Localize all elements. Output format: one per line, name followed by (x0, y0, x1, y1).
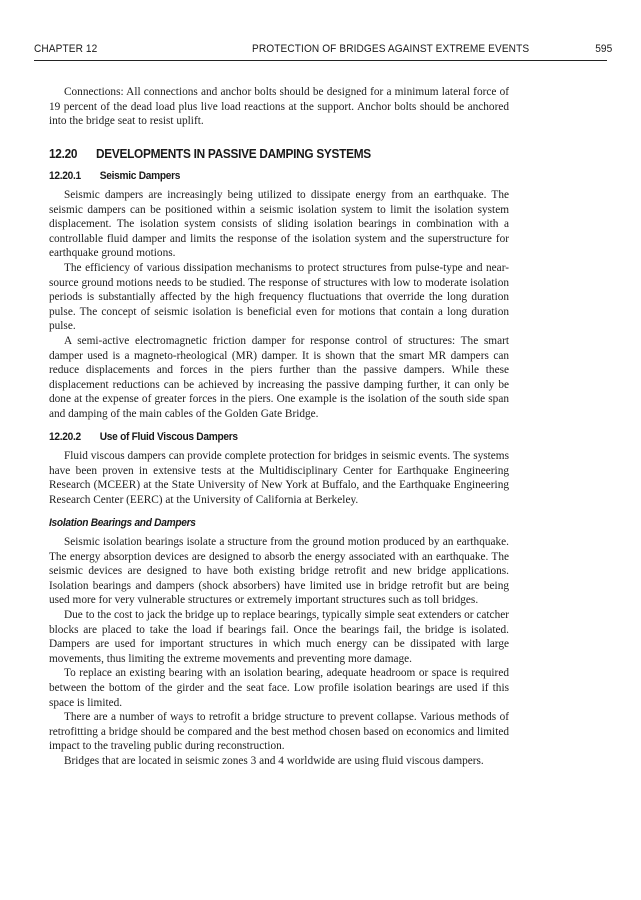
intro-paragraph: Connections: All connections and anchor bolts should be designed for a minimum lateral force of 19 percent of the dead load plus live load reactions at the support. Anchor bolts should be anchored into the bridge seat to resist uplift. (49, 86, 509, 128)
subsection-number: 12.20.2 (49, 431, 81, 444)
paragraph: Fluid viscous dampers can provide complete protection for bridges in seismic events. The systems have been proven in extensive tests at the Multidisciplinary Center for Earthquake Engineering Research (MCEER) at the State University of New York at Buffalo, and the Earthquake Engineering Research Center (EERC) at the University of California at Berkeley. (49, 450, 509, 506)
chapter-label: CHAPTER 12 (34, 43, 98, 55)
paragraph: Bridges that are located in seismic zones 3 and 4 worldwide are using fluid viscous dampers. (64, 754, 484, 767)
subsection-number: 12.20.1 (49, 170, 81, 183)
section-number: 12.20 (49, 146, 78, 161)
page-body (49, 85, 509, 769)
paragraph: Seismic dampers are increasingly being utilized to dissipate energy from an earthquake. The seismic dampers can be positioned within a seismic isolation system to limit the isolation system displacement. The isolation system consists of sliding isolation bearings in combination with a controllable fluid damper and limits the response of the isolation system and the superstructure for earthquake ground motions. (49, 188, 509, 260)
paragraph: There are a number of ways to retrofit a bridge structure to prevent collapse. Various methods of retrofitting a bridge should be compared and the best method chosen based on economics and limited impact to the traveling public during reconstruction. (49, 711, 509, 753)
running-header (34, 43, 613, 55)
paragraph: Due to the cost to jack the bridge up to replace bearings, typically simple seat extenders or catcher blocks are placed to take the load if bearings fail. Once the bearings fail, the bridge is isolated. Dampers are used for important structures in which much energy can be dissipated with large movements, thus limiting the extreme movements and preventing more damage. (49, 609, 509, 665)
paragraph: The efficiency of various dissipation mechanisms to protect structures from pulse-type and near-source ground motions needs to be studied. The response of structures with low to moderate isolation periods is substantially affected by the high frequency fluctuations that override the long duration pulse. The concept of seismic isolation is beneficial even for motions that contain a long duration pulse. (49, 261, 509, 333)
section-title: DEVELOPMENTS IN PASSIVE DAMPING SYSTEMS (96, 146, 371, 161)
subsubsection-heading: Isolation Bearings and Dampers (49, 517, 196, 530)
paragraph: To replace an existing bearing with an isolation bearing, adequate headroom or space is required between the bottom of the girder and the seat face. Low profile isolation bearings are used if this space is limited. (49, 667, 509, 709)
subsection-heading-1 (49, 169, 481, 184)
page-number: 595 (595, 43, 613, 55)
header-rule (34, 60, 607, 61)
paragraph: Seismic isolation bearings isolate a structure from the ground motion produced by an earthquake. The energy absorption devices are designed to absorb the energy associated with an earthquake. The seismic devices are designed to have both existing bridge retrofit and new bridge applications. Isolation bearings and dampers (shock absorbers) have limited use in bridge retrofit but are being used more for very vulnerable structures or extremely important structures such as toll bridges. (49, 536, 509, 607)
running-title: PROTECTION OF BRIDGES AGAINST EXTREME EVENTS (252, 43, 530, 55)
subsection-heading-2 (49, 430, 481, 445)
subsection-title: Use of Fluid Viscous Dampers (99, 431, 238, 444)
paragraph: A semi-active electromagnetic friction damper for response control of structures: The smart damper used is a magneto-rheological (MR) damper. It is shown that the smart MR dampers can reduce displacements and forces in the piers further than the passive dampers. While these displacement reductions can be achieved by increasing the passive damping further, it can only be done at the expense of greater forces in the piers. One example is the isolation of the south side span and damping of the main cables of the Golden Gate Bridge. (49, 334, 509, 420)
section-heading (49, 147, 481, 162)
subsection-title: Seismic Dampers (99, 170, 181, 183)
